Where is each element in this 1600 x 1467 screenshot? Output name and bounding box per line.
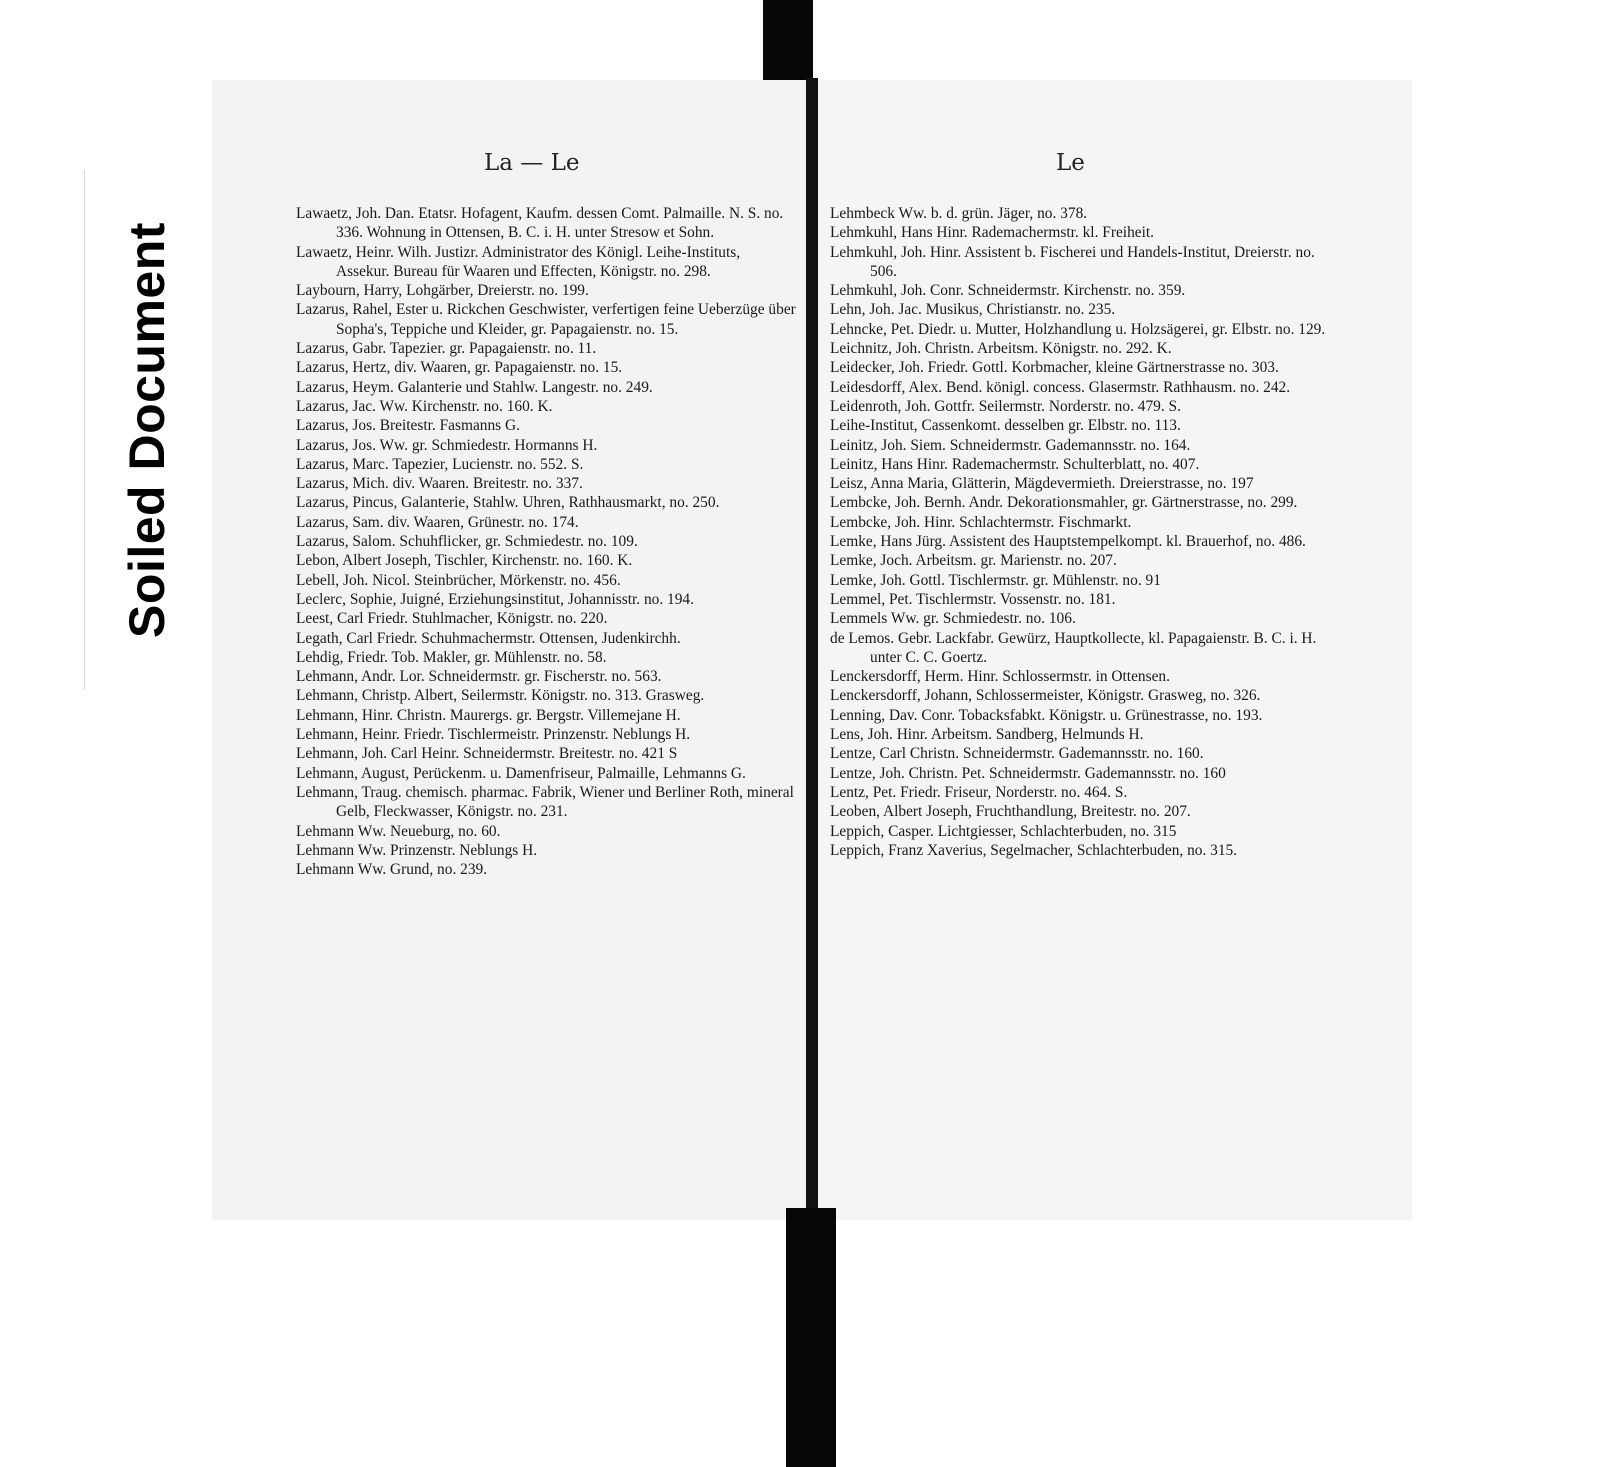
directory-entry: Lehdig, Friedr. Tob. Makler, gr. Mühlenstr. no. 58. [296,648,607,666]
directory-entry: Lehmann, Christp. Albert, Seilermstr. Königstr. no. 313. Grasweg. [296,687,705,705]
directory-entry: Leoben, Albert Joseph, Fruchthandlung, Breitestr. no. 207. [830,803,1191,821]
directory-entry: Lehmann Ww. Grund, no. 239. [296,861,488,879]
directory-entry: Lemke, Joch. Arbeitsm. gr. Marienstr. no. 207. [830,552,1117,570]
directory-entry: Leppich, Casper. Lichtgiesser, Schlachterbuden, no. 315 [830,822,1177,840]
directory-entry: Leisz, Anna Maria, Glätterin, Mägdevermieth. Dreierstrasse, no. 197 [830,475,1254,493]
directory-entry: Leest, Carl Friedr. Stuhlmacher, Königstr. no. 220. [296,610,608,628]
directory-entry: Lehn, Joh. Jac. Musikus, Christianstr. no. 235. [830,301,1116,319]
left-page-header: La — Le [484,150,580,176]
directory-entry: Lazarus, Jos. Ww. gr. Schmiedestr. Hormanns H. [296,436,598,454]
directory-entry: Lawaetz, Heinr. Wilh. Justizr. Administrator des Königl. Leihe-Instituts, Assekur. Bureau für Waaren und Effecten, Königstr. no. 298. [296,243,741,280]
document-label: Soiled Document [119,222,175,638]
directory-entry: Lehmann, Traug. chemisch. pharmac. Fabrik, Wiener und Berliner Roth, mineral Gelb, Fleckwasser, Königstr. no. 231. [296,783,794,821]
directory-entry: Lemke, Joh. Gottl. Tischlermstr. gr. Mühlenstr. no. 91 [830,571,1161,589]
directory-entry: Lazarus, Mich. div. Waaren. Breitestr. no. 337. [296,475,583,493]
directory-entry: Lehmann, Andr. Lor. Schneidermstr. gr. Fischerstr. no. 563. [296,668,662,686]
directory-entry: Leinitz, Joh. Siem. Schneidermstr. Gademannsstr. no. 164. [830,436,1191,454]
directory-entry: Lenning, Dav. Conr. Tobacksfabkt. Königstr. u. Grünestrasse, no. 193. [830,706,1263,724]
directory-entry: Lembcke, Joh. Bernh. Andr. Dekorationsmahler, gr. Gärtnerstrasse, no. 299. [830,494,1298,512]
directory-entry: Lenckersdorff, Herm. Hinr. Schlossermstr. in Ottensen. [830,668,1170,686]
directory-entry: Lazarus, Gabr. Tapezier. gr. Papagaienstr. no. 11. [296,340,597,358]
directory-entry: Lazarus, Marc. Tapezier, Lucienstr. no. 552. S. [296,455,584,473]
directory-entry: Lazarus, Sam. div. Waaren, Grünestr. no. 174. [296,513,579,531]
directory-entry: Lehmann, August, Perückenm. u. Damenfriseur, Palmaille, Lehmanns G. [296,764,746,782]
directory-entry: Lemke, Hans Jürg. Assistent des Hauptstempelkompt. kl. Brauerhof, no. 486. [830,533,1306,551]
directory-entry: Leidecker, Joh. Friedr. Gottl. Korbmacher, kleine Gärtnerstrasse no. 303. [830,359,1279,377]
directory-entry: Leppich, Franz Xaverius, Segelmacher, Schlachterbuden, no. 315. [830,841,1238,859]
directory-entry: Lehmann, Joh. Carl Heinr. Schneidermstr. Breitestr. no. 421 S [296,745,678,763]
directory-entry: Leichnitz, Joh. Christn. Arbeitsm. Königstr. no. 292. K. [830,340,1172,358]
directory-entry: Lehmkuhl, Hans Hinr. Rademachermstr. kl. Freiheit. [830,224,1154,242]
directory-entry: Lehncke, Pet. Diedr. u. Mutter, Holzhandlung u. Holzsägerei, gr. Elbstr. no. 129. [830,320,1326,338]
directory-entry: Lazarus, Heym. Galanterie und Stahlw. Langestr. no. 249. [296,378,653,396]
directory-entry: Leidenroth, Joh. Gottfr. Seilermstr. Norderstr. no. 479. S. [830,397,1181,415]
directory-entry: Lehmann Ww. Prinzenstr. Neblungs H. [296,841,538,859]
right-entry-list [830,204,1328,860]
directory-entry: Lebell, Joh. Nicol. Steinbrücher, Mörkenstr. no. 456. [296,571,621,589]
directory-entry: de Lemos. Gebr. Lackfabr. Gewürz, Hauptkollecte, kl. Papagaienstr. B. C. i. H. unter C. C. Goertz. [830,629,1317,666]
directory-entry: Lehmkuhl, Joh. Hinr. Assistent b. Fischerei und Handels-Institut, Dreierstr. no. 506. [830,243,1315,280]
directory-entry: Lentze, Carl Christn. Schneidermstr. Gademannsstr. no. 160. [830,745,1204,763]
directory-entry: Lazarus, Pincus, Galanterie, Stahlw. Uhren, Rathhausmarkt, no. 250. [296,494,720,512]
directory-entry: Lazarus, Jac. Ww. Kirchenstr. no. 160. K. [296,397,553,415]
directory-entry: Lemmel, Pet. Tischlermstr. Vossenstr. no. 181. [830,590,1116,608]
left-entry-list [296,204,796,879]
directory-entry: Lehmann Ww. Neueburg, no. 60. [296,822,501,840]
directory-entry: Leinitz, Hans Hinr. Rademachermstr. Schulterblatt, no. 407. [830,455,1200,473]
directory-entry: Lembcke, Joh. Hinr. Schlachtermstr. Fischmarkt. [830,513,1132,531]
directory-entry: Lazarus, Jos. Breitestr. Fasmanns G. [296,417,520,435]
directory-entry: Lazarus, Hertz, div. Waaren, gr. Papagaienstr. no. 15. [296,359,623,377]
binding-tape-bottom [786,1208,836,1467]
directory-entry: Lehmann, Hinr. Christn. Maurergs. gr. Bergstr. Villemejane H. [296,706,681,724]
right-page-header: Le [1056,150,1085,176]
directory-entry: Lens, Joh. Hinr. Arbeitsm. Sandberg, Helmunds H. [830,726,1144,744]
directory-entry: Lehmbeck Ww. b. d. grün. Jäger, no. 378. [830,205,1088,222]
directory-entry: Lazarus, Salom. Schuhflicker, gr. Schmiedestr. no. 109. [296,533,638,551]
directory-entry: Legath, Carl Friedr. Schuhmachermstr. Ottensen, Judenkirchh. [296,629,681,647]
book-gutter [806,78,818,1222]
directory-entry: Lentz, Pet. Friedr. Friseur, Norderstr. no. 464. S. [830,783,1128,801]
directory-entry: Lemmels Ww. gr. Schmiedestr. no. 106. [830,610,1076,628]
directory-entry: Lehmann, Heinr. Friedr. Tischlermeistr. Prinzenstr. Neblungs H. [296,726,691,744]
directory-entry: Lentze, Joh. Christn. Pet. Schneidermstr. Gademannsstr. no. 160 [830,764,1226,782]
directory-entry: Leclerc, Sophie, Juigné, Erziehungsinstitut, Johannisstr. no. 194. [296,590,694,608]
directory-entry: Leidesdorff, Alex. Bend. königl. concess. Glasermstr. Rathhausm. no. 242. [830,378,1291,396]
directory-entry: Lazarus, Rahel, Ester u. Rickchen Geschwister, verfertigen feine Ueberzüge über Sopha's, Teppiche und Kleider, gr. Papagaienstr. no. 15. [296,301,796,338]
directory-entry: Lebon, Albert Joseph, Tischler, Kirchenstr. no. 160. K. [296,552,633,570]
directory-entry: Lawaetz, Joh. Dan. Etatsr. Hofagent, Kaufm. dessen Comt. Palmaille. N. S. no. 336. Wohnung in Ottensen, B. C. i. H. unter Stresow et Sohn. [296,205,784,242]
directory-entry: Lenckersdorff, Johann, Schlossermeister, Königstr. Grasweg, no. 326. [830,687,1261,705]
directory-entry: Laybourn, Harry, Lohgärber, Dreierstr. no. 199. [296,282,589,300]
directory-entry: Lehmkuhl, Joh. Conr. Schneidermstr. Kirchenstr. no. 359. [830,282,1186,300]
directory-entry: Leihe-Institut, Cassenkomt. desselben gr. Elbstr. no. 113. [830,417,1181,435]
